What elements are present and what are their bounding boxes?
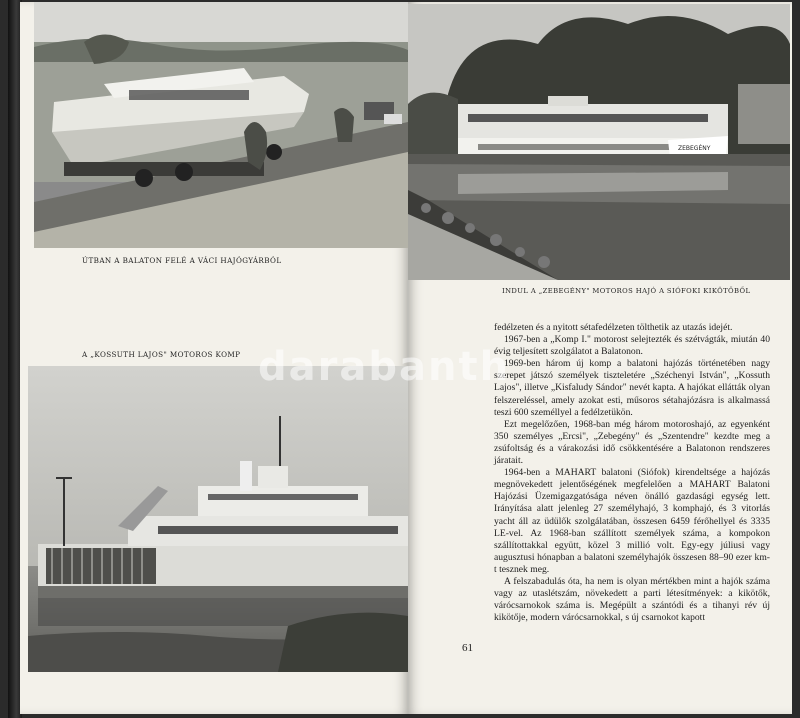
photo-zebegeny-departing xyxy=(408,4,790,280)
paragraph-1: fedélzeten és a nyitott sétafedélzeten tölthetik az utazás idejét. xyxy=(494,322,733,333)
photo-kossuth-ferry xyxy=(28,366,408,672)
paragraph-5: 1964-ben a MAHART balatoni (Siófok) kirendeltsége a hajózás megnövekedett jelentőségének megfelelően a MAHART Balatoni Hajózási Üzemigazgatósága néven önálló gazdasági egység lett. Irányítása alatt jelenleg 27 személyhajó, 3 komphajó, és 3 vitorlás yacht áll az üdülők szolgálatában, összesen 6459 férőhellyel és 3335 LE-vel. Az 1968-ban szállított személyek száma, a kompokon szállítottakkal együtt, közel 3 millió volt. Egy-egy júliusi vagy augusztusi hónapban a balatoni személyhajók összesen 88–90 ezer km-t tesznek meg. xyxy=(494,467,770,575)
open-book xyxy=(8,0,792,718)
paragraph-2: 1967-ben a „Komp I." motorost selejtezték és szétvágták, miután 40 évig teljesített szolgálatot a Balatonon. xyxy=(494,334,770,358)
caption-kossuth-ferry: A „KOSSUTH LAJOS" MOTOROS KOMP xyxy=(82,350,241,359)
article-body xyxy=(494,322,770,624)
paragraph-6: A felszabadulás óta, ha nem is olyan mértékben mint a hajók száma vagy az utaslétszám, növekedett a parti létesítmények: a kikötők, várócsarnokok száma is. Megépült a szántódi és a tihanyi rév új kikötője, modern várócsarnokkal, s új csarnokot kapott xyxy=(494,575,770,624)
right-page xyxy=(408,2,792,714)
caption-zebegeny: INDUL A „ZEBEGÉNY" MOTOROS HAJÓ A SIÓFOKI KIKÖTŐBŐL xyxy=(502,287,751,295)
watermark-text: darabanth xyxy=(258,344,511,390)
left-page xyxy=(20,2,408,714)
boat-name-label: ZEBEGÉNY xyxy=(678,145,711,152)
paragraph-4: Ezt megelőzően, 1968-ban még három motoroshajó, az egyenként 350 személyes „Ercsi", „Zebegény" és „Szentendre" kezdte meg a zsúfoltság és a várakozási idő csökkentésére a Balatonon rendszeres járatait. xyxy=(494,418,770,467)
paragraph-3: 1969-ben három új komp a balatoni hajózás történetében nagy szerepet játszó személyek tiszteletére „Széchenyi István", „Kossuth Lajos", illetve „Kisfaludy Sándor" nevét kapta. A hajókat ellátták olyan felszereléssel, amely azokat esti, műsoros sétahajózásra is alkalmassá teszi 600 személlyel a fedélzetükön. xyxy=(494,358,770,418)
caption-yacht-transport: ÚTBAN A BALATON FELÉ A VÁCI HAJÓGYÁRBÓL xyxy=(82,256,282,265)
photo-yacht-transport xyxy=(34,2,408,248)
page-number: 61 xyxy=(462,642,473,654)
